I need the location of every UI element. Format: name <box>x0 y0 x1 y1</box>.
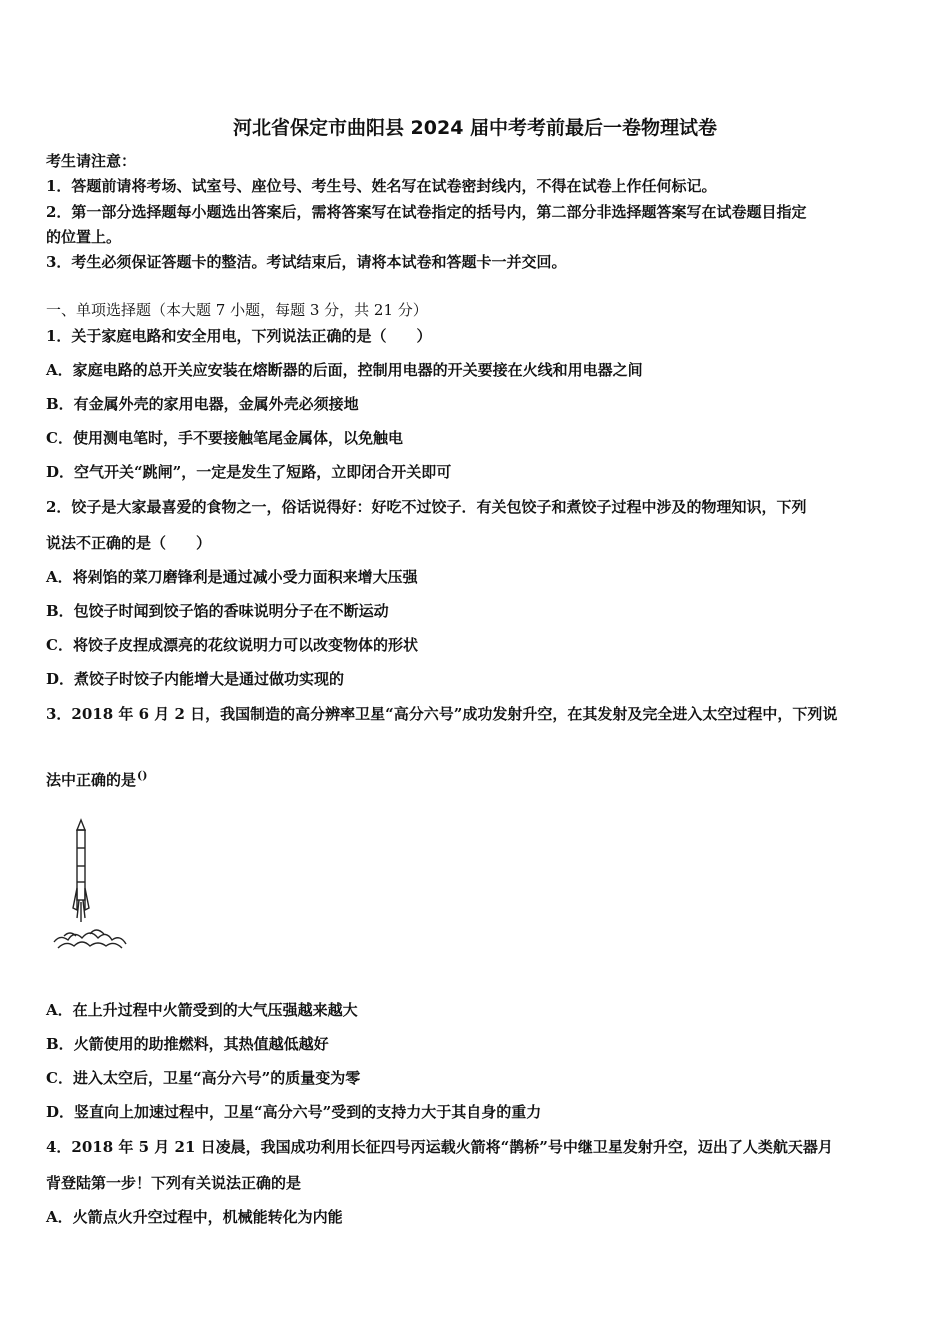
rocket-booster-right <box>85 888 89 910</box>
question-3-option-a: A．在上升过程中火箭受到的大气压强越来越大 <box>46 1001 358 1019</box>
section-heading: 一、单项选择题（本大题 7 小题，每题 3 分，共 21 分） <box>46 301 428 319</box>
notice-item-1: 1．答题前请将考场、试室号、座位号、考生号、姓名写在试卷密封线内，不得在试卷上作任何标记。 <box>46 177 717 195</box>
notice-item-2-cont: 的位置上。 <box>46 228 122 246</box>
question-4-stem-line2: 背登陆第一步！下列有关说法正确的是 <box>46 1174 302 1192</box>
question-3-option-d: D．竖直向上加速过程中，卫星“高分六号”受到的支持力大于其自身的重力 <box>46 1103 542 1121</box>
question-1-option-c: C．使用测电笔时，手不要接触笔尾金属体，以免触电 <box>46 429 403 447</box>
answer-bracket: () <box>137 769 148 782</box>
rocket-launch-illustration <box>50 818 132 956</box>
notice-item-2: 2．第一部分选择题每小题选出答案后，需将答案写在试卷指定的括号内，第二部分非选择题答案写在试卷题目指定 <box>46 203 807 221</box>
question-1-option-d: D．空气开关“跳闸”，一定是发生了短路，立即闭合开关即可 <box>46 463 452 481</box>
question-1-stem: 1．关于家庭电路和安全用电，下列说法正确的是（ ） <box>46 327 432 345</box>
rocket-flame <box>77 900 85 922</box>
rocket-booster-left <box>73 888 77 910</box>
question-4-option-a: A．火箭点火升空过程中，机械能转化为内能 <box>46 1208 343 1226</box>
question-2-option-a: A．将剁馅的菜刀磨锋利是通过减小受力面积来增大压强 <box>46 568 418 586</box>
question-2-stem-line1: 2．饺子是大家最喜爱的食物之一，俗话说得好：好吃不过饺子．有关包饺子和煮饺子过程中涉及的物理知识，下列 <box>46 498 807 516</box>
question-3-option-c: C．进入太空后，卫星“高分六号”的质量变为零 <box>46 1069 361 1087</box>
question-3-stem-line2 <box>46 766 147 790</box>
question-3-option-b: B．火箭使用的助推燃料，其热值越低越好 <box>46 1035 329 1053</box>
question-1-option-a: A．家庭电路的总开关应安装在熔断器的后面，控制用电器的开关要接在火线和用电器之间 <box>46 361 643 379</box>
question-1-option-b: B．有金属外壳的家用电器，金属外壳必须接地 <box>46 395 359 413</box>
question-3-stem-text: 法中正确的是 <box>46 771 137 789</box>
question-2-option-c: C．将饺子皮捏成漂亮的花纹说明力可以改变物体的形状 <box>46 636 418 654</box>
rocket-nose <box>77 820 85 830</box>
question-3-stem-line1: 3．2018 年 6 月 2 日，我国制造的高分辨率卫星“高分六号”成功发射升空，在其发射及完全进入太空过程中，下列说 <box>46 705 838 723</box>
notice-heading: 考生请注意： <box>46 152 137 170</box>
question-2-stem-line2: 说法不正确的是（ ） <box>46 534 212 552</box>
exam-title: 河北省保定市曲阳县 2024 届中考考前最后一卷物理试卷 <box>232 117 718 139</box>
question-2-option-b: B．包饺子时闻到饺子馅的香味说明分子在不断运动 <box>46 602 389 620</box>
question-4-stem-line1: 4．2018 年 5 月 21 日凌晨，我国成功利用长征四号丙运载火箭将“鹊桥”号中继卫星发射升空，迈出了人类航天器月 <box>46 1138 833 1156</box>
rocket-body <box>77 830 85 900</box>
notice-item-3: 3．考生必须保证答题卡的整洁。考试结束后，请将本试卷和答题卡一并交回。 <box>46 253 567 271</box>
question-2-option-d: D．煮饺子时饺子内能增大是通过做功实现的 <box>46 670 345 688</box>
